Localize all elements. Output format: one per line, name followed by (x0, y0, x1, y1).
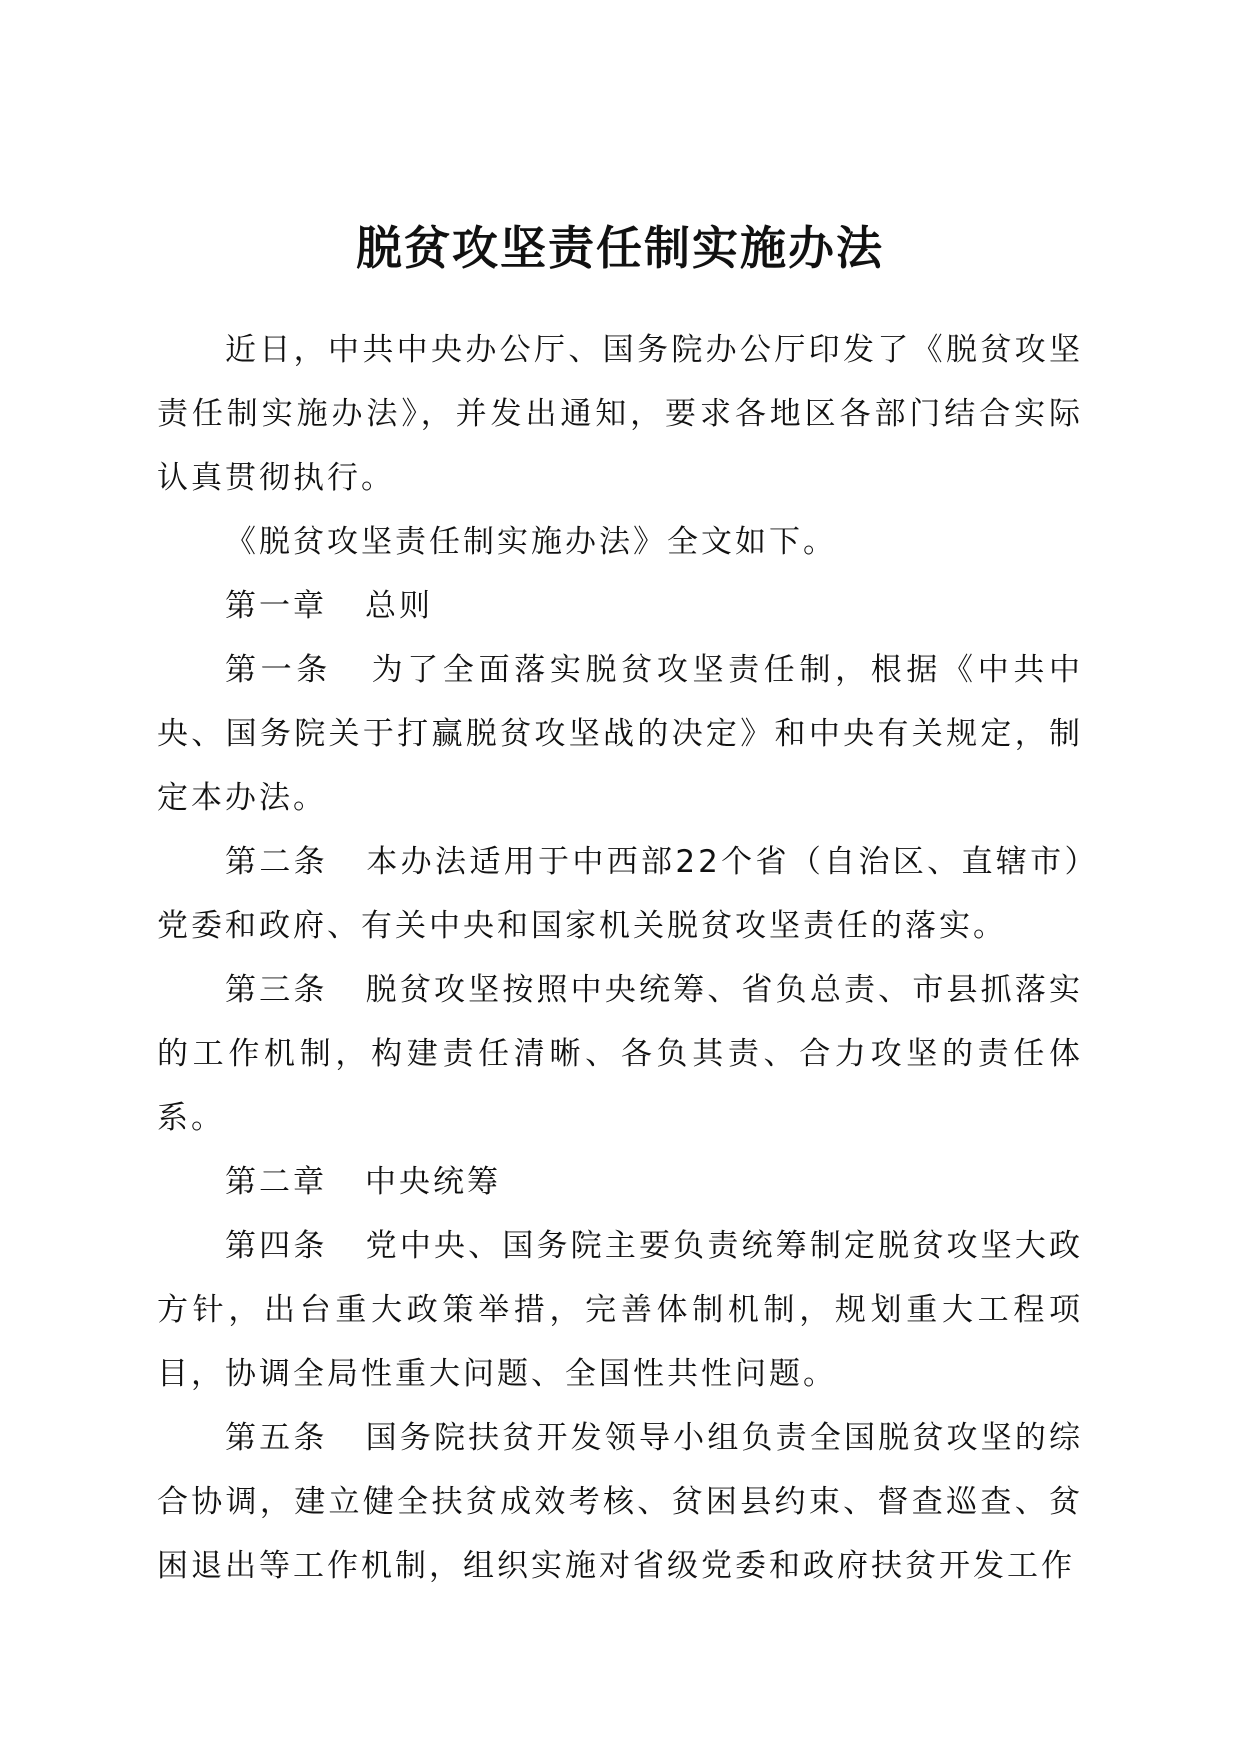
document-title: 脱贫攻坚责任制实施办法 (356, 221, 884, 275)
article-label: 第二条 (225, 844, 329, 880)
fulltext-note: 《脱贫攻坚责任制实施办法》全文如下。 (225, 524, 837, 560)
chapter-name: 中央统筹 (365, 1164, 501, 1200)
article-paragraph (157, 958, 1083, 1150)
chapter-heading (157, 574, 1083, 638)
chapter-name: 总则 (365, 588, 433, 624)
chapter-label: 第一章 (225, 588, 327, 624)
chapter-label: 第二章 (225, 1164, 327, 1200)
article-text: 脱贫攻坚按照中央统筹、省负总责、市县抓落实的工作机制，构建责任清晰、各负其责、合力攻坚的责任体系。 (157, 972, 1083, 1136)
article-label: 第四条 (225, 1228, 328, 1264)
article-text: 党中央、国务院主要负责统筹制定脱贫攻坚大政方针，出台重大政策举措，完善体制机制，规划重大工程项目，协调全局性重大问题、全国性共性问题。 (157, 1228, 1083, 1392)
article-paragraph (157, 1214, 1083, 1406)
article-paragraph (157, 830, 1083, 958)
article-paragraph (157, 1406, 1083, 1598)
article-text: 为了全面落实脱贫攻坚责任制，根据《中共中央、国务院关于打赢脱贫攻坚战的决定》和中央有关规定，制定本办法。 (157, 652, 1084, 816)
article-label: 第三条 (225, 972, 328, 1008)
document-body (157, 318, 1083, 1598)
article-label: 第一条 (225, 652, 332, 688)
article-text: 国务院扶贫开发领导小组负责全国脱贫攻坚的综合协调，建立健全扶贫成效考核、贫困县约束、督查巡查、贫困退出等工作机制，组织实施对省级党委和政府扶贫开发工作 (157, 1420, 1083, 1584)
article-label: 第五条 (225, 1420, 328, 1456)
intro-paragraph: 近日，中共中央办公厅、国务院办公厅印发了《脱贫攻坚责任制实施办法》，并发出通知，要求各地区各部门结合实际认真贯彻执行。 (157, 332, 1083, 496)
article-text: 本办法适用于中西部22个省（自治区、直辖市）党委和政府、有关中央和国家机关脱贫攻坚责任的落实。 (157, 844, 1084, 944)
chapter-heading (157, 1150, 1083, 1214)
article-paragraph (157, 638, 1083, 830)
